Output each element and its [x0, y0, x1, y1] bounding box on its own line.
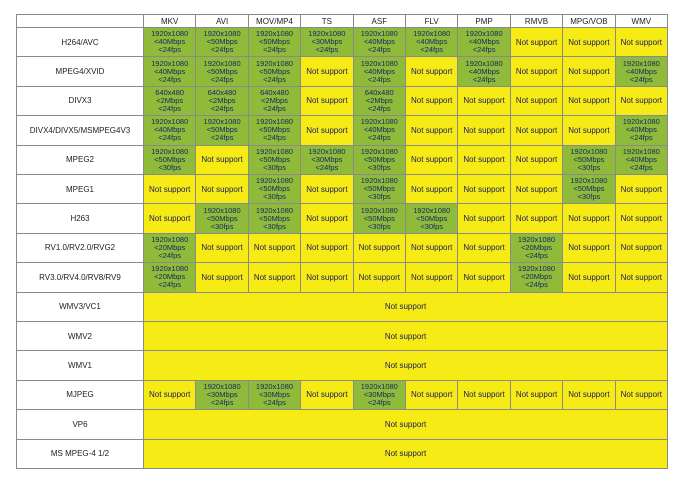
spec-line: 1920x1080: [570, 146, 608, 156]
spec-line: <30fps: [263, 192, 286, 202]
spec-line: <50Mbps: [206, 37, 238, 47]
supported-cell: [249, 204, 300, 232]
spec-line: <30fps: [420, 221, 444, 231]
not-support-cell: Not support: [196, 146, 247, 174]
spec-line: <30Mbps: [311, 37, 343, 47]
spec-line: 640x480: [364, 87, 394, 97]
not-support-cell: Not support: [511, 175, 562, 203]
column-header: MPG/VOB: [563, 15, 614, 27]
spec-line: <50Mbps: [258, 125, 291, 135]
row-label: MPEG1: [17, 175, 143, 203]
supported-cell: [144, 263, 195, 291]
supported-cell: [354, 28, 405, 56]
not-support-cell: Not support: [196, 175, 247, 203]
spec-line: <30fps: [577, 162, 601, 172]
column-header: ASF: [354, 15, 405, 27]
spec-line: <30Mbps: [363, 389, 395, 399]
spec-line: <40Mbps: [154, 125, 186, 135]
not-support-cell: Not support: [511, 381, 562, 409]
row-label: MJPEG: [17, 381, 143, 409]
spec-line: 1920x1080: [151, 264, 189, 274]
not-support-cell: Not support: [458, 263, 509, 291]
supported-cell: [144, 87, 195, 115]
row-label: VP6: [17, 410, 143, 438]
supported-cell: [354, 57, 405, 85]
spec-line: <24fps: [158, 250, 182, 260]
row-label: WMV2: [17, 322, 143, 350]
not-support-cell: Not support: [144, 204, 195, 232]
supported-cell: [249, 381, 300, 409]
spec-line: 1920x1080: [622, 146, 660, 156]
spec-line: 1920x1080: [203, 29, 241, 39]
column-header: AVI: [196, 15, 247, 27]
spec-line: 1920x1080: [255, 146, 294, 156]
not-support-cell: Not support: [616, 204, 667, 232]
spec-line: 1920x1080: [203, 381, 241, 391]
spec-line: <50Mbps: [363, 184, 395, 194]
supported-cell: [249, 87, 300, 115]
not-support-cell: Not support: [301, 263, 352, 291]
supported-cell: [616, 57, 667, 85]
not-support-cell: Not support: [616, 28, 667, 56]
spec-line: <50Mbps: [206, 125, 238, 135]
spec-line: <20Mbps: [520, 272, 553, 282]
not-support-cell: Not support: [511, 116, 562, 144]
supported-cell: [196, 204, 247, 232]
spec-line: <20Mbps: [520, 242, 553, 252]
not-support-cell: Not support: [301, 87, 352, 115]
not-support-cell: Not support: [406, 87, 457, 115]
spec-line: 1920x1080: [255, 176, 294, 186]
spec-line: 1920x1080: [255, 29, 294, 39]
spec-line: <24fps: [629, 133, 653, 143]
row-label: WMV1: [17, 351, 143, 379]
not-support-cell: Not support: [511, 146, 562, 174]
spec-line: <50Mbps: [573, 184, 605, 194]
not-support-cell: Not support: [406, 234, 457, 262]
supported-cell: [196, 87, 247, 115]
supported-cell: [196, 381, 247, 409]
supported-cell: [249, 28, 300, 56]
supported-cell: [511, 234, 562, 262]
supported-cell: [301, 146, 352, 174]
spec-line: <20Mbps: [154, 272, 186, 282]
spec-line: <30fps: [367, 221, 391, 231]
supported-cell: [196, 28, 247, 56]
spec-line: <24fps: [158, 74, 182, 84]
not-support-cell: Not support: [406, 381, 457, 409]
not-support-cell: Not support: [144, 410, 667, 438]
supported-cell: [144, 146, 195, 174]
supported-cell: [406, 204, 457, 232]
row-label: MPEG2: [17, 146, 143, 174]
spec-line: <50Mbps: [206, 213, 238, 223]
not-support-cell: Not support: [406, 263, 457, 291]
spec-line: <24fps: [263, 45, 286, 55]
not-support-cell: Not support: [144, 381, 195, 409]
not-support-cell: Not support: [458, 381, 509, 409]
spec-line: 1920x1080: [622, 117, 660, 127]
spec-line: 1920x1080: [255, 117, 294, 127]
spec-line: <24fps: [420, 45, 444, 55]
not-support-cell: Not support: [406, 146, 457, 174]
not-support-cell: Not support: [563, 28, 614, 56]
spec-line: <40Mbps: [154, 37, 186, 47]
supported-cell: [249, 175, 300, 203]
spec-line: 1920x1080: [517, 264, 556, 274]
spec-line: <24fps: [472, 45, 496, 55]
spec-line: <24fps: [525, 280, 548, 290]
not-support-cell: Not support: [249, 234, 300, 262]
spec-line: <24fps: [367, 45, 391, 55]
spec-line: <24fps: [472, 74, 496, 84]
spec-line: <30fps: [263, 162, 286, 172]
not-support-cell: Not support: [301, 175, 352, 203]
spec-line: 1920x1080: [360, 29, 398, 39]
spec-line: <30Mbps: [206, 389, 238, 399]
spec-line: 1920x1080: [517, 234, 556, 244]
spec-line: 1920x1080: [255, 58, 294, 68]
spec-line: <24fps: [210, 45, 234, 55]
row-label: H263: [17, 204, 143, 232]
spec-line: 1920x1080: [465, 58, 503, 68]
supported-cell: [196, 116, 247, 144]
spec-line: <40Mbps: [363, 125, 395, 135]
row-label: H264/AVC: [17, 28, 143, 56]
spec-line: 1920x1080: [255, 381, 294, 391]
supported-cell: [196, 57, 247, 85]
spec-line: <50Mbps: [258, 154, 291, 164]
column-header: RMVB: [511, 15, 562, 27]
column-header: WMV: [616, 15, 667, 27]
spec-line: <50Mbps: [258, 213, 291, 223]
spec-line: <24fps: [158, 133, 182, 143]
spec-line: 1920x1080: [151, 29, 189, 39]
spec-line: <30Mbps: [258, 389, 291, 399]
codec-support-table: [16, 14, 668, 469]
spec-line: 1920x1080: [360, 205, 398, 215]
spec-line: <24fps: [315, 45, 339, 55]
supported-cell: [144, 57, 195, 85]
spec-line: <24fps: [263, 397, 286, 407]
supported-cell: [144, 28, 195, 56]
spec-line: 1920x1080: [360, 381, 398, 391]
not-support-cell: Not support: [563, 204, 614, 232]
row-label: WMV3/VC1: [17, 293, 143, 321]
not-support-cell: Not support: [458, 204, 509, 232]
spec-line: <50Mbps: [154, 154, 186, 164]
spec-line: <50Mbps: [206, 66, 238, 76]
row-label: RV3.0/RV4.0/RV8/RV9: [17, 263, 143, 291]
column-header: MKV: [144, 15, 195, 27]
spec-line: 1920x1080: [360, 176, 398, 186]
spec-line: <24fps: [629, 162, 653, 172]
column-header: MOV/MP4: [249, 15, 300, 27]
spec-line: 1920x1080: [308, 146, 346, 156]
spec-line: <50Mbps: [573, 154, 605, 164]
not-support-cell: Not support: [511, 28, 562, 56]
spec-line: <2Mbps: [156, 95, 184, 105]
supported-cell: [301, 28, 352, 56]
not-support-cell: Not support: [458, 87, 509, 115]
not-support-cell: Not support: [511, 57, 562, 85]
spec-line: <30fps: [210, 221, 234, 231]
spec-line: <50Mbps: [258, 37, 291, 47]
supported-cell: [354, 146, 405, 174]
not-support-cell: Not support: [249, 263, 300, 291]
spec-line: <30fps: [367, 192, 391, 202]
spec-line: <30fps: [367, 162, 391, 172]
spec-line: 1920x1080: [570, 176, 608, 186]
row-label: DIVX3: [17, 87, 143, 115]
not-support-cell: Not support: [354, 234, 405, 262]
spec-line: <24fps: [367, 103, 391, 113]
spec-line: <40Mbps: [363, 37, 395, 47]
supported-cell: [563, 175, 614, 203]
supported-cell: [354, 175, 405, 203]
not-support-cell: Not support: [563, 87, 614, 115]
spec-line: <24fps: [263, 133, 286, 143]
supported-cell: [249, 116, 300, 144]
not-support-cell: Not support: [511, 87, 562, 115]
not-support-cell: Not support: [563, 263, 614, 291]
spec-line: <50Mbps: [363, 154, 395, 164]
spec-line: <40Mbps: [625, 125, 657, 135]
not-support-cell: Not support: [354, 263, 405, 291]
spec-line: <50Mbps: [363, 213, 395, 223]
spec-line: 1920x1080: [360, 117, 398, 127]
not-support-cell: Not support: [458, 234, 509, 262]
not-support-cell: Not support: [301, 234, 352, 262]
spec-line: 1920x1080: [413, 29, 451, 39]
table-corner: [17, 15, 143, 27]
column-header: FLV: [406, 15, 457, 27]
supported-cell: [563, 146, 614, 174]
spec-line: <30fps: [158, 162, 182, 172]
spec-line: <50Mbps: [258, 184, 291, 194]
spec-line: <40Mbps: [154, 66, 186, 76]
supported-cell: [511, 263, 562, 291]
supported-cell: [354, 116, 405, 144]
not-support-cell: Not support: [563, 116, 614, 144]
spec-line: <24fps: [210, 397, 234, 407]
supported-cell: [616, 116, 667, 144]
supported-cell: [144, 116, 195, 144]
spec-line: <40Mbps: [416, 37, 448, 47]
spec-line: 1920x1080: [308, 29, 346, 39]
spec-line: <40Mbps: [468, 37, 500, 47]
not-support-cell: Not support: [144, 440, 667, 468]
spec-line: 1920x1080: [203, 117, 241, 127]
not-support-cell: Not support: [406, 116, 457, 144]
column-header: TS: [301, 15, 352, 27]
column-header: PMP: [458, 15, 509, 27]
spec-line: <24fps: [525, 250, 548, 260]
spec-line: <40Mbps: [363, 66, 395, 76]
spec-line: 1920x1080: [151, 146, 189, 156]
row-label: RV1.0/RV2.0/RVG2: [17, 234, 143, 262]
spec-line: <24fps: [158, 45, 182, 55]
supported-cell: [458, 57, 509, 85]
supported-cell: [144, 234, 195, 262]
not-support-cell: Not support: [616, 175, 667, 203]
not-support-cell: Not support: [301, 204, 352, 232]
not-support-cell: Not support: [616, 263, 667, 291]
spec-line: <24fps: [210, 103, 234, 113]
not-support-cell: Not support: [301, 116, 352, 144]
not-support-cell: Not support: [616, 234, 667, 262]
not-support-cell: Not support: [144, 293, 667, 321]
not-support-cell: Not support: [458, 175, 509, 203]
spec-line: <2Mbps: [365, 95, 393, 105]
row-label: DIVX4/DIVX5/MSMPEG4V3: [17, 116, 143, 144]
spec-line: 1920x1080: [360, 58, 398, 68]
not-support-cell: Not support: [458, 146, 509, 174]
not-support-cell: Not support: [563, 234, 614, 262]
not-support-cell: Not support: [563, 57, 614, 85]
spec-line: 1920x1080: [203, 205, 241, 215]
spec-line: <24fps: [263, 74, 286, 84]
spec-line: 640x480: [260, 87, 289, 97]
spec-line: 1920x1080: [151, 58, 189, 68]
supported-cell: [354, 87, 405, 115]
spec-line: <24fps: [367, 397, 391, 407]
spec-line: <30fps: [263, 221, 286, 231]
not-support-cell: Not support: [301, 381, 352, 409]
spec-line: <30fps: [577, 192, 601, 202]
spec-line: 1920x1080: [360, 146, 398, 156]
not-support-cell: Not support: [406, 175, 457, 203]
spec-line: <24fps: [210, 133, 234, 143]
row-label: MS MPEG-4 1/2: [17, 440, 143, 468]
supported-cell: [249, 146, 300, 174]
spec-line: <24fps: [210, 74, 234, 84]
spec-line: 1920x1080: [151, 117, 189, 127]
spec-line: <2Mbps: [208, 95, 236, 105]
not-support-cell: Not support: [144, 351, 667, 379]
spec-line: <24fps: [158, 280, 182, 290]
spec-line: <40Mbps: [468, 66, 500, 76]
spec-line: 640x480: [155, 87, 185, 97]
supported-cell: [458, 28, 509, 56]
not-support-cell: Not support: [144, 322, 667, 350]
spec-line: <24fps: [367, 74, 391, 84]
supported-cell: [616, 146, 667, 174]
spec-line: 1920x1080: [203, 58, 241, 68]
supported-cell: [354, 204, 405, 232]
spec-line: <40Mbps: [625, 154, 657, 164]
spec-line: <24fps: [263, 103, 286, 113]
spec-line: <50Mbps: [416, 213, 448, 223]
spec-line: <50Mbps: [258, 66, 291, 76]
not-support-cell: Not support: [511, 204, 562, 232]
spec-line: 1920x1080: [413, 205, 451, 215]
spec-line: <20Mbps: [154, 242, 186, 252]
spec-line: <30Mbps: [311, 154, 343, 164]
not-support-cell: Not support: [616, 381, 667, 409]
spec-line: <2Mbps: [261, 95, 288, 105]
supported-cell: [354, 381, 405, 409]
not-support-cell: Not support: [196, 263, 247, 291]
spec-line: 1920x1080: [151, 234, 189, 244]
spec-line: <40Mbps: [625, 66, 657, 76]
supported-cell: [406, 28, 457, 56]
spec-line: 1920x1080: [622, 58, 660, 68]
spec-line: <24fps: [367, 133, 391, 143]
row-label: MPEG4/XVID: [17, 57, 143, 85]
not-support-cell: Not support: [458, 116, 509, 144]
spec-line: <24fps: [629, 74, 653, 84]
not-support-cell: Not support: [301, 57, 352, 85]
spec-line: 1920x1080: [465, 29, 503, 39]
spec-line: 1920x1080: [255, 205, 294, 215]
not-support-cell: Not support: [406, 57, 457, 85]
not-support-cell: Not support: [144, 175, 195, 203]
spec-line: 640x480: [207, 87, 237, 97]
spec-line: <24fps: [315, 162, 339, 172]
spec-line: <24fps: [158, 103, 182, 113]
supported-cell: [249, 57, 300, 85]
not-support-cell: Not support: [563, 381, 614, 409]
not-support-cell: Not support: [196, 234, 247, 262]
not-support-cell: Not support: [616, 87, 667, 115]
